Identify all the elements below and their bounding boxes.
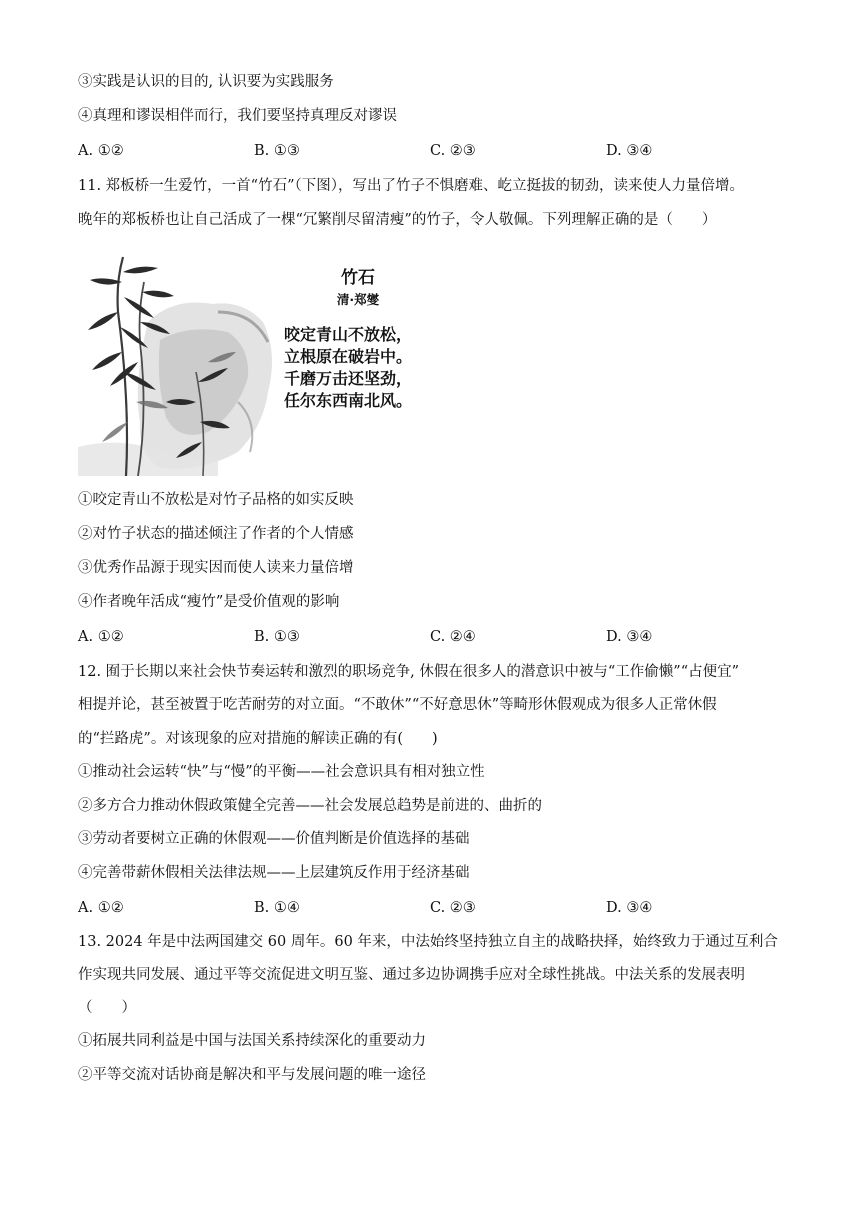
q11-item-1: ①咬定青山不放松是对竹子品格的如实反映 <box>78 492 354 508</box>
q12-options <box>78 898 778 918</box>
q12-item-1: ①推动社会运转“快”与“慢”的平衡——社会意识具有相对独立性 <box>78 764 485 780</box>
q12-option-d: D. ③④ <box>606 900 653 916</box>
q13-stem-line-2: 作实现共同发展、通过平等交流促进文明互鉴、通过多边协调携手应对全球性挑战。中法关系的发展表明 <box>78 967 745 983</box>
q12-option-c: C. ②③ <box>430 900 476 916</box>
q11-item-2: ②对竹子状态的描述倾注了作者的个人情感 <box>78 526 354 542</box>
q12-stem-line-1: 12. 囿于长期以来社会快节奏运转和激烈的职场竞争, 休假在很多人的潜意识中被与“工作偷懒”“占便宜” <box>78 664 740 680</box>
q10-options <box>78 141 778 161</box>
poem-block <box>284 266 432 412</box>
q11-item-3: ③优秀作品源于现实因而使人读来力量倍增 <box>78 560 354 576</box>
q10-option-b: B. ①③ <box>254 143 300 159</box>
q12-item-2: ②多方合力推动休假政策健全完善——社会发展总趋势是前进的、曲折的 <box>78 798 542 814</box>
poem-line-3: 千磨万击还坚劲， <box>284 369 413 388</box>
q12-stem-line-2: 相提并论，甚至被置于吃苦耐劳的对立面。“不敢休”“不好意思休”等畸形休假观成为很多人正常休假 <box>78 697 717 713</box>
q13-stem-line-1: 13. 2024 年是中法两国建交 60 周年。60 年来，中法始终坚持独立自主的战略抉择，始终致力于通过互利合 <box>78 934 778 950</box>
q11-option-d: D. ③④ <box>606 629 653 645</box>
q13-stem-line-3: （ ） <box>78 1000 136 1016</box>
q12-item-4: ④完善带薪休假相关法律法规——上层建筑反作用于经济基础 <box>78 865 470 881</box>
q11-options <box>78 627 778 647</box>
poem-line-1: 咬定青山不放松， <box>284 325 413 344</box>
q11-stem-line-1: 11. 郑板桥一生爱竹，一首“竹石”（下图），写出了竹子不惧磨难、屹立挺拔的韧劲，读来使人力量倍增。 <box>78 178 744 194</box>
q12-stem-line-3: 的“拦路虎”。对该现象的应对措施的解读正确的有( ) <box>78 731 438 747</box>
q10-item-3: ③实践是认识的目的, 认识要为实践服务 <box>78 74 334 90</box>
q12-option-b: B. ①④ <box>254 900 300 916</box>
q10-item-4: ④真理和谬误相伴而行，我们要坚持真理反对谬误 <box>78 108 397 124</box>
q12-option-a: A. ①② <box>78 900 124 916</box>
q10-option-d: D. ③④ <box>606 143 653 159</box>
q11-option-b: B. ①③ <box>254 629 300 645</box>
q13-item-2: ②平等交流对话协商是解决和平与发展问题的唯一途径 <box>78 1067 426 1083</box>
q11-option-c: C. ②④ <box>430 629 476 645</box>
poem-author: 清·郑燮 <box>336 292 380 307</box>
q11-stem-line-2: 晚年的郑板桥也让自己活成了一棵“冗繁削尽留清瘦”的竹子，令人敬佩。下列理解正确的是（ ） <box>78 212 717 228</box>
poem-line-4: 任尔东西南北风。 <box>284 391 413 410</box>
q10-option-a: A. ①② <box>78 143 124 159</box>
poem-line-2: 立根原在破岩中。 <box>284 347 413 366</box>
poem-figure <box>78 252 458 476</box>
bamboo-rock-ink-painting <box>78 252 288 476</box>
poem-title: 竹石 <box>341 268 375 288</box>
q12-item-3: ③劳动者要树立正确的休假观——价值判断是价值选择的基础 <box>78 831 470 847</box>
q11-option-a: A. ①② <box>78 629 124 645</box>
q10-option-c: C. ②③ <box>430 143 476 159</box>
q13-item-1: ①拓展共同利益是中国与法国关系持续深化的重要动力 <box>78 1033 426 1049</box>
q11-item-4: ④作者晚年活成“瘦竹”是受价值观的影响 <box>78 594 340 610</box>
